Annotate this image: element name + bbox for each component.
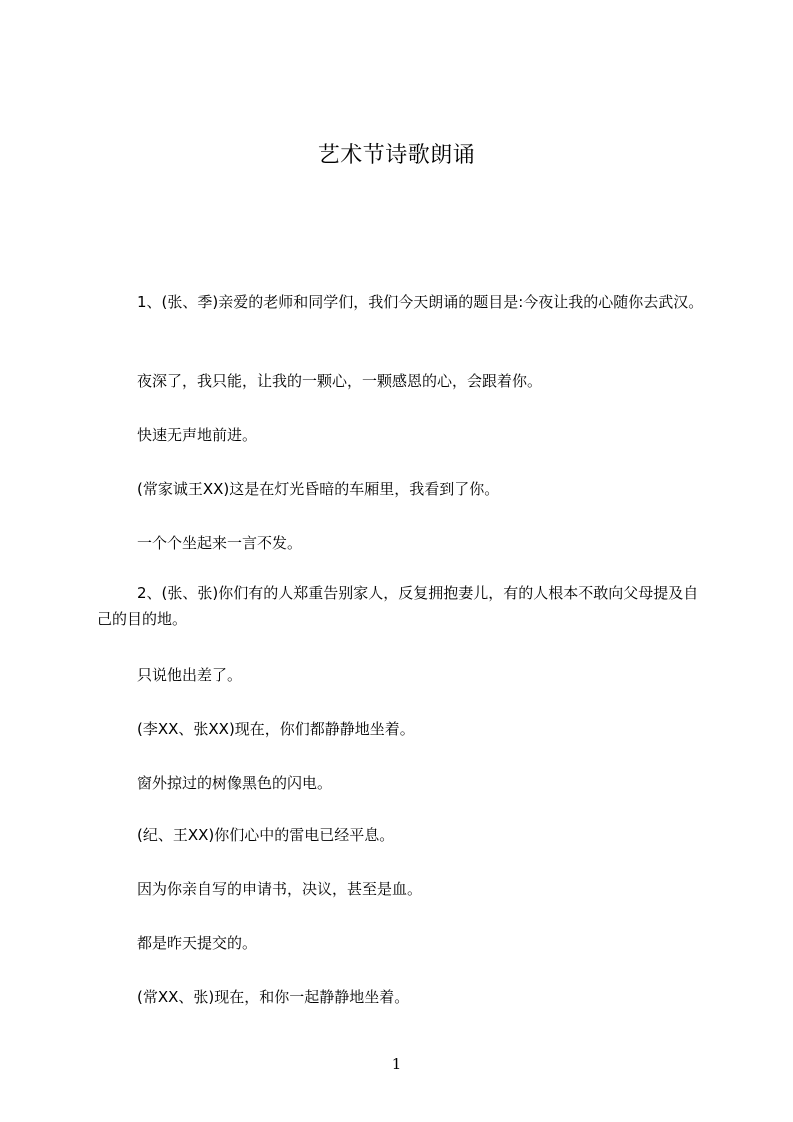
paragraph-13: (常XX、张)现在，和你一起静静地坐着。 [137,988,410,1006]
paragraph-1: 1、(张、季)亲爱的老师和同学们，我们今天朗诵的题目是:今夜让我的心随你去武汉。 [137,293,704,311]
paragraph-9: 窗外掠过的树像黑色的闪电。 [137,774,333,792]
paragraph-10: (纪、王XX)你们心中的雷电已经平息。 [137,826,395,844]
paragraph-5: 一个个坐起来一言不发。 [137,534,303,552]
paragraph-2: 夜深了，我只能，让我的一颗心，一颗感恩的心，会跟着你。 [137,372,543,390]
paragraph-4: (常家诚王XX)这是在灯光昏暗的车厢里，我看到了你。 [137,480,500,498]
document-title: 艺术节诗歌朗诵 [317,143,476,168]
paragraph-3: 快速无声地前进。 [137,426,258,444]
paragraph-6: 2、(张、张)你们有的人郑重告别家人，反复拥抱妻儿，有的人根本不敢向父母提及自己的目的地。 [97,584,699,628]
paragraph-12: 都是昨天提交的。 [137,934,258,952]
paragraph-7: 只说他出差了。 [137,666,243,684]
page-number: 1 [391,1055,402,1073]
paragraph-11: 因为你亲自写的申请书，决议，甚至是血。 [137,880,423,898]
paragraph-8: (李XX、张XX)现在，你们都静静地坐着。 [137,720,415,738]
